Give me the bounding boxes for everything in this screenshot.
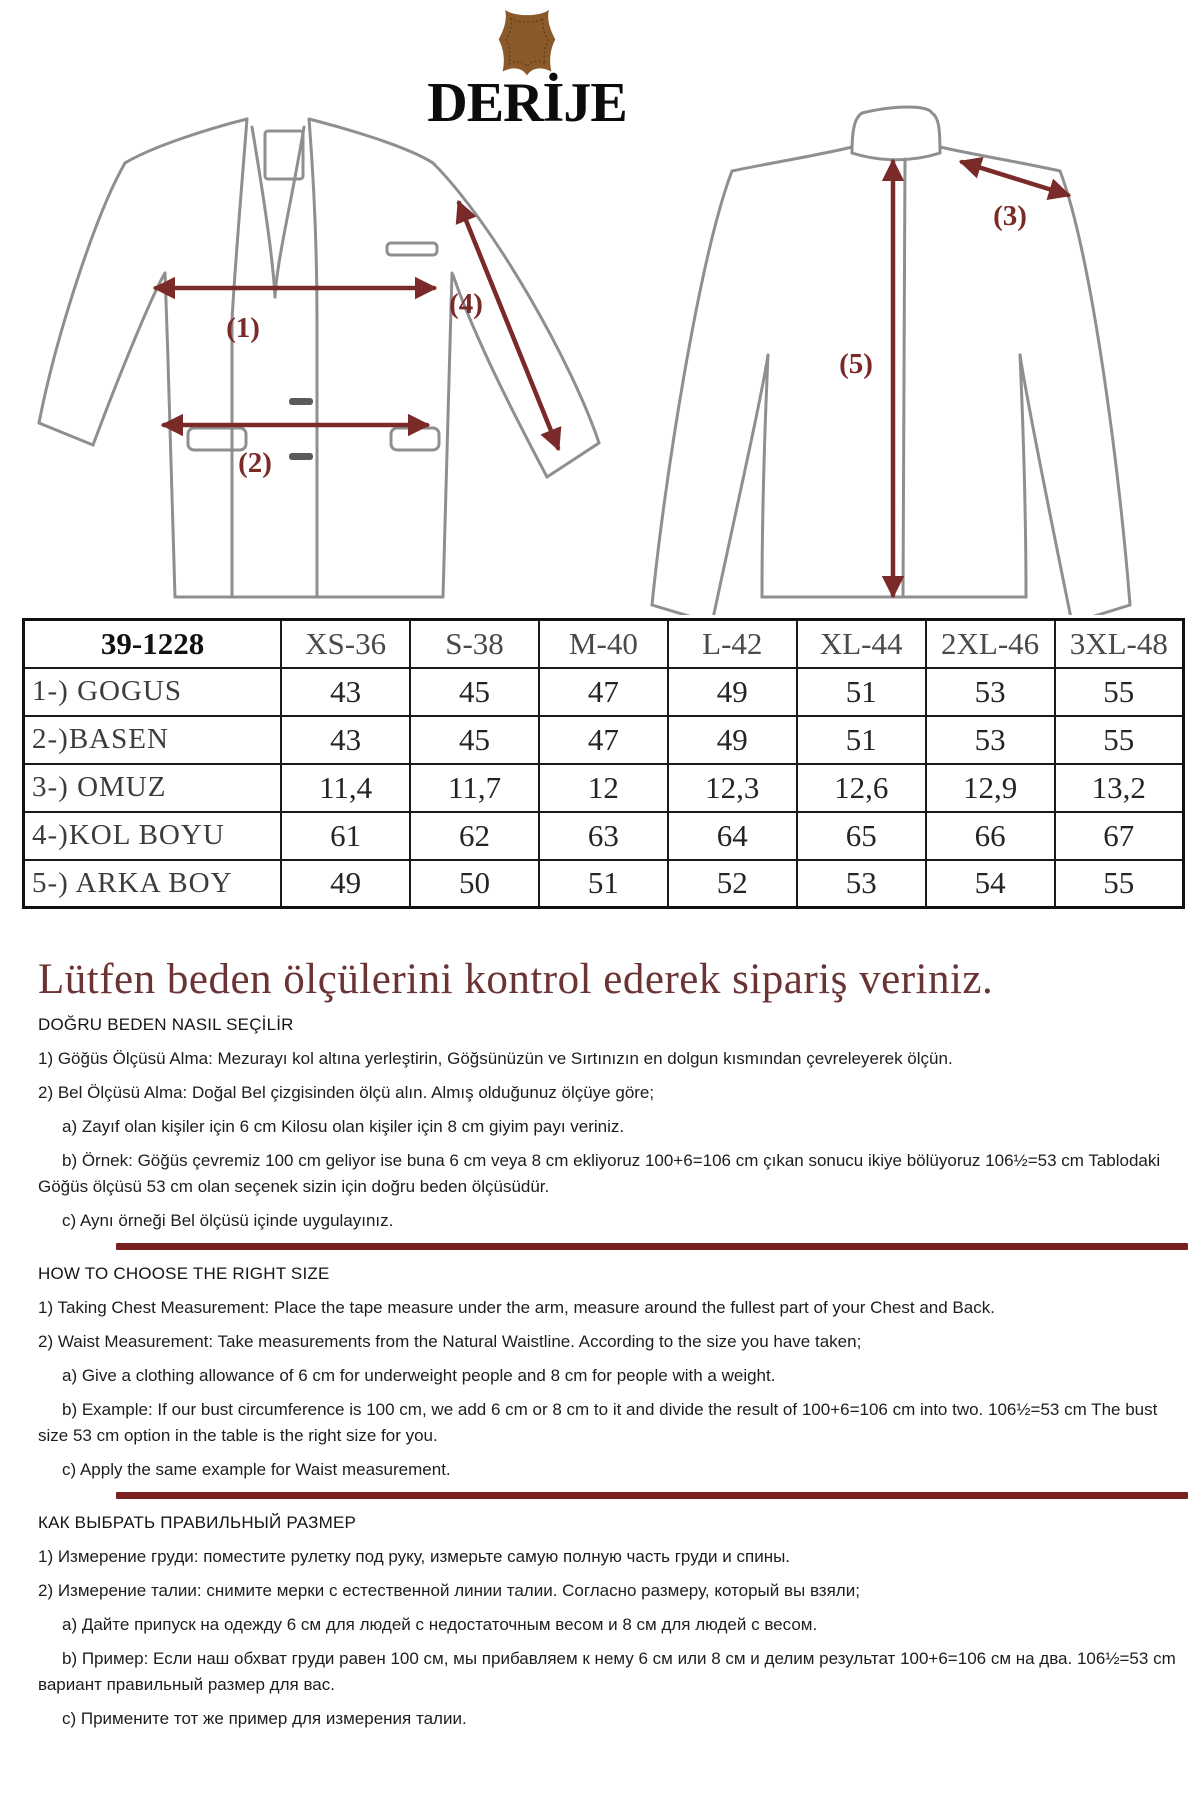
size-diagram [0,85,1200,615]
brand-name: DERİJE [427,72,627,134]
cell: 55 [1055,860,1184,908]
size-header: S-38 [410,620,539,668]
size-header: XL-44 [797,620,926,668]
cell: 49 [668,716,797,764]
tr-heading: DOĞRU BEDEN NASIL SEÇİLİR [38,1015,294,1034]
cell: 55 [1055,668,1184,716]
section-russian [38,1510,1188,1732]
ru-heading: КАК ВЫБРАТЬ ПРАВИЛЬНЫЙ РАЗМЕР [38,1513,357,1532]
label-back-length: (5) [839,348,873,380]
cell: 12 [539,764,668,812]
cell: 11,7 [410,764,539,812]
cell: 65 [797,812,926,860]
table-row [24,764,1184,812]
size-header: 3XL-48 [1055,620,1184,668]
table-row [24,668,1184,716]
label-chest: (1) [226,312,260,344]
notice-banner: Lütfen beden ölçülerini kontrol ederek sipariş veriniz. [38,956,994,1003]
button-dash [289,453,313,460]
cell: 66 [926,812,1055,860]
en-line-a: a) Give a clothing allowance of 6 cm for underweight people and 8 cm for people with a weight. [62,1366,776,1385]
cell: 12,6 [797,764,926,812]
cell: 50 [410,860,539,908]
cell: 47 [539,716,668,764]
cell: 53 [926,668,1055,716]
cell: 43 [281,716,410,764]
en-line-c: c) Apply the same example for Waist measurement. [62,1460,451,1479]
label-shoulder: (3) [993,200,1027,232]
cell: 13,2 [1055,764,1184,812]
en-line-2: 2) Waist Measurement: Take measurements from the Natural Waistline. According to the size you have taken; [38,1332,862,1351]
section-divider [116,1243,1188,1250]
cell: 51 [539,860,668,908]
tr-line-a: a) Zayıf olan kişiler için 6 cm Kilosu olan kişiler için 8 cm giyim payı veriniz. [62,1117,625,1136]
size-header: L-42 [668,620,797,668]
tr-line-b: b) Örnek: Göğüs çevremiz 100 cm geliyor ise buna 6 cm veya 8 cm ekliyoruz 100+6=106 cm çıkan sonucu ikiye bölüyoruz 106½=53 cm Tablodaki Göğüs ölçüsü 53 cm olan seçenek sizin için doğru beden ölçüsüdür. [38,1151,1161,1196]
size-header: M-40 [539,620,668,668]
cell: 67 [1055,812,1184,860]
cell: 11,4 [281,764,410,812]
en-line-1: 1) Taking Chest Measurement: Place the tape measure under the arm, measure around the fullest part of your Chest and Back. [38,1298,995,1317]
table-row [24,716,1184,764]
product-code: 39-1228 [24,620,282,668]
ru-line-c: c) Примените тот же пример для измерения талии. [62,1709,467,1728]
cell: 49 [281,860,410,908]
en-line-b: b) Example: If our bust circumference is 100 cm, we add 6 cm or 8 cm to it and divide the result of 100+6=106 cm into two. 106½=53 cm The bust size 53 cm option in the table is the right size for you. [38,1400,1158,1445]
cell: 52 [668,860,797,908]
cell: 55 [1055,716,1184,764]
button-dash [289,398,313,405]
label-sleeve: (4) [449,288,483,320]
en-heading: HOW TO CHOOSE THE RIGHT SIZE [38,1264,330,1283]
table-header-row [24,620,1184,668]
tr-line-2: 2) Bel Ölçüsü Alma: Doğal Bel çizgisinden ölçü alın. Almış olduğunuz ölçüye göre; [38,1083,655,1102]
section-english [38,1261,1188,1483]
row-label: 4-)KOL BOYU [24,812,282,860]
cell: 64 [668,812,797,860]
cell: 45 [410,716,539,764]
row-label: 5-) ARKA BOY [24,860,282,908]
ru-line-a: a) Дайте припуск на одежду 6 см для людей с недостаточным весом и 8 см для людей с весом. [62,1615,818,1634]
cell: 43 [281,668,410,716]
cell: 51 [797,668,926,716]
cell: 53 [797,860,926,908]
cell: 53 [926,716,1055,764]
ru-line-1: 1) Измерение груди: поместите рулетку под руку, измерьте самую полную часть груди и спины. [38,1547,791,1566]
front-jacket [39,119,599,597]
tr-line-c: c) Aynı örneği Bel ölçüsü içinde uygulayınız. [62,1211,394,1230]
cell: 63 [539,812,668,860]
ru-line-2: 2) Измерение талии: снимите мерки с естественной линии талии. Согласно размеру, который вы взяли; [38,1581,860,1600]
cell: 12,9 [926,764,1055,812]
size-header: 2XL-46 [926,620,1055,668]
leather-patch-icon [494,6,560,78]
tr-line-1: 1) Göğüs Ölçüsü Alma: Mezurayı kol altına yerleştirin, Göğsünüzün ve Sırtınızın en dolgun kısmından çevreleyerek ölçün. [38,1049,953,1068]
ru-line-b: b) Пример: Если наш обхват груди равен 100 см, мы прибавляем к нему 6 см или 8 см и делим результат 100+6=106 см на два. 106½=53 cm вариант правильный размер для вас. [38,1649,1176,1694]
cell: 49 [668,668,797,716]
row-label: 2-)BASEN [24,716,282,764]
measure-arrow-shoulder [962,162,1068,195]
label-hip: (2) [238,447,272,479]
cell: 47 [539,668,668,716]
size-table [22,618,1185,909]
table-row [24,812,1184,860]
cell: 54 [926,860,1055,908]
instructions [38,1012,1188,1740]
cell: 51 [797,716,926,764]
size-header: XS-36 [281,620,410,668]
section-turkish [38,1012,1188,1234]
cell: 62 [410,812,539,860]
row-label: 3-) OMUZ [24,764,282,812]
cell: 61 [281,812,410,860]
cell: 45 [410,668,539,716]
section-divider [116,1492,1188,1499]
row-label: 1-) GOGUS [24,668,282,716]
cell: 12,3 [668,764,797,812]
table-row [24,860,1184,908]
